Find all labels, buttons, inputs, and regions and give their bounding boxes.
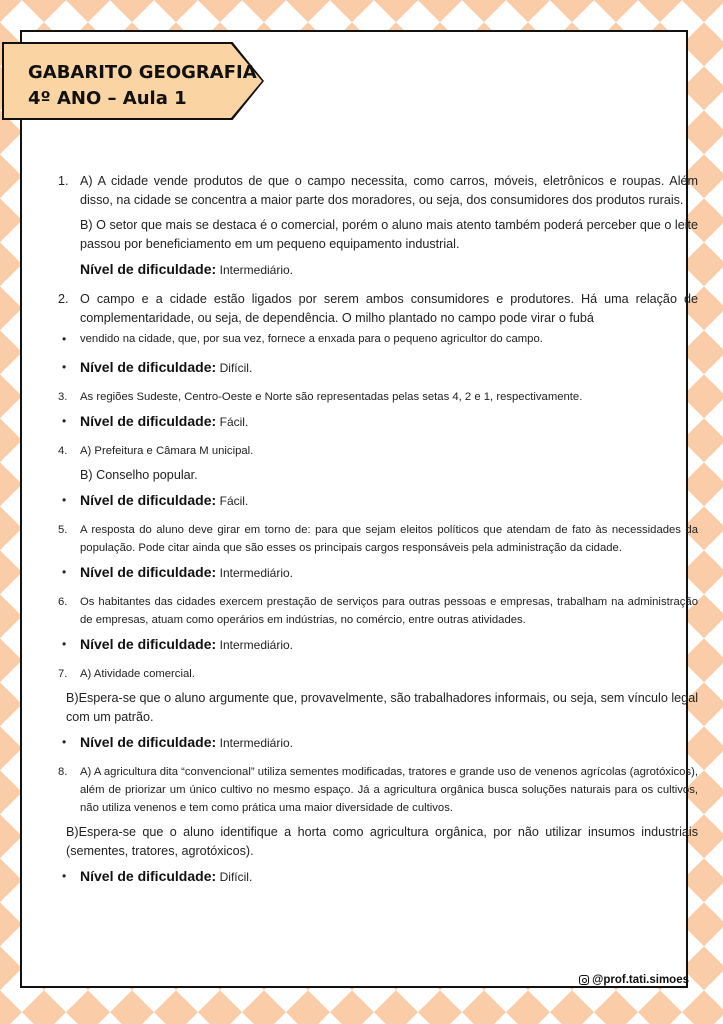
difficulty-level xyxy=(62,733,698,753)
difficulty-level xyxy=(80,260,698,280)
answer-a: A) A agricultura dita “convencional” utiliza sementes modificadas, tratores e grande uso de venenos agrícolas (agrotóxicos), além de priorizar um único cultivo no mesmo espaço. Já a agricultura orgânica busca soluções naturais para os cultivos, não utiliza venenos e tem como prática uma maior diversidade de cultivos. xyxy=(80,766,698,814)
question-7 xyxy=(58,665,698,683)
answer-a: O campo e a cidade estão ligados por serem ambos consumidores e produtores. Há uma relação de complementaridade, ou seja, de dependência. O milho plantado no campo pode virar o fubá xyxy=(80,292,698,325)
difficulty-level xyxy=(62,491,698,511)
answer-sheet-page xyxy=(20,30,698,988)
answer-b: B) Conselho popular. xyxy=(80,468,198,482)
answer-continuation xyxy=(62,330,698,348)
difficulty-level xyxy=(62,358,698,378)
difficulty-value: Intermediário. xyxy=(219,638,294,652)
question-5 xyxy=(58,521,698,557)
difficulty-level xyxy=(62,412,698,432)
difficulty-value: Difícil. xyxy=(219,870,253,884)
difficulty-label: Nível de dificuldade: xyxy=(80,359,217,375)
page-title: GABARITO GEOGRAFIA xyxy=(28,62,257,83)
bullet-icon: • xyxy=(62,735,67,749)
page-subtitle: 4º ANO – Aula 1 xyxy=(28,88,187,109)
bullet-icon: • xyxy=(62,360,67,374)
answer-b: B) O setor que mais se destaca é o comercial, porém o aluno mais atento também poderá perceber que o leite passou por beneficiamento em um pequeno equipamento industrial. xyxy=(80,218,698,251)
question-number: 8. xyxy=(58,766,68,778)
question-number: 7. xyxy=(58,668,68,680)
answers-list xyxy=(58,172,698,897)
bullet-icon: • xyxy=(62,869,67,883)
difficulty-label: Nível de dificuldade: xyxy=(80,868,217,884)
question-number: 2. xyxy=(58,292,69,306)
difficulty-level xyxy=(62,867,698,887)
answer-b: vendido na cidade, que, por sua vez, fornece a enxada para o pequeno agricultor do campo. xyxy=(80,333,543,345)
difficulty-value: Intermediário. xyxy=(219,736,294,750)
answer-a: A) Atividade comercial. xyxy=(80,668,195,680)
instagram-icon xyxy=(579,975,589,985)
question-number: 5. xyxy=(58,524,68,536)
question-number: 4. xyxy=(58,445,68,457)
difficulty-label: Nível de dificuldade: xyxy=(80,261,217,277)
bullet-icon: • xyxy=(62,565,67,579)
question-number: 1. xyxy=(58,174,69,188)
difficulty-level xyxy=(62,563,698,583)
difficulty-value: Difícil. xyxy=(219,361,253,375)
question-number: 6. xyxy=(58,596,68,608)
question-2 xyxy=(58,290,698,328)
author-credit xyxy=(579,974,689,986)
difficulty-label: Nível de dificuldade: xyxy=(80,564,217,580)
difficulty-value: Intermediário. xyxy=(219,263,294,277)
difficulty-label: Nível de dificuldade: xyxy=(80,413,217,429)
difficulty-label: Nível de dificuldade: xyxy=(80,734,217,750)
question-3 xyxy=(58,388,698,406)
difficulty-label: Nível de dificuldade: xyxy=(80,636,217,652)
answer-b: B)Espera-se que o aluno argumente que, provavelmente, são trabalhadores informais, ou seja, sem vínculo legal com um patrão. xyxy=(66,691,698,724)
bullet-icon: • xyxy=(62,414,67,428)
answer-a: A) Prefeitura e Câmara M unicipal. xyxy=(80,445,254,457)
answer-a: A resposta do aluno deve girar em torno de: para que sejam eleitos políticos que atendam de fato às necessidades da população. Pode citar ainda que são esses os principais cargos responsáveis pela administração da cidade. xyxy=(80,524,698,554)
bullet-icon: • xyxy=(62,637,67,651)
difficulty-level xyxy=(62,635,698,655)
author-handle: @prof.tati.simoes xyxy=(592,974,689,986)
difficulty-value: Fácil. xyxy=(219,415,249,429)
question-4 xyxy=(58,442,698,460)
answer-a: Os habitantes das cidades exercem prestação de serviços para outras pessoas e empresas, trabalham na administração de empresas, atuam como operários em indústrias, no comércio, entre outras atividades. xyxy=(80,596,698,626)
answer-a: As regiões Sudeste, Centro-Oeste e Norte são representadas pelas setas 4, 2 e 1, respectivamente. xyxy=(80,391,583,403)
answer-a: A) A cidade vende produtos de que o campo necessita, como carros, móveis, eletrônicos e roupas. Além disso, na cidade se concentra a maior parte dos moradores, ou seja, dos consumidores dos produtos rurais. xyxy=(80,174,698,207)
difficulty-label: Nível de dificuldade: xyxy=(80,492,217,508)
difficulty-value: Intermediário. xyxy=(219,566,294,580)
question-number: 3. xyxy=(58,391,68,403)
bullet-icon: • xyxy=(62,493,67,507)
answer-b: B)Espera-se que o aluno identifique a horta como agricultura orgânica, por não utilizar insumos industriais (sementes, tratores, agrotóxicos). xyxy=(66,825,698,858)
question-8 xyxy=(58,763,698,817)
difficulty-value: Fácil. xyxy=(219,494,249,508)
question-1 xyxy=(58,172,698,210)
question-6 xyxy=(58,593,698,629)
bullet-icon: • xyxy=(62,332,67,346)
